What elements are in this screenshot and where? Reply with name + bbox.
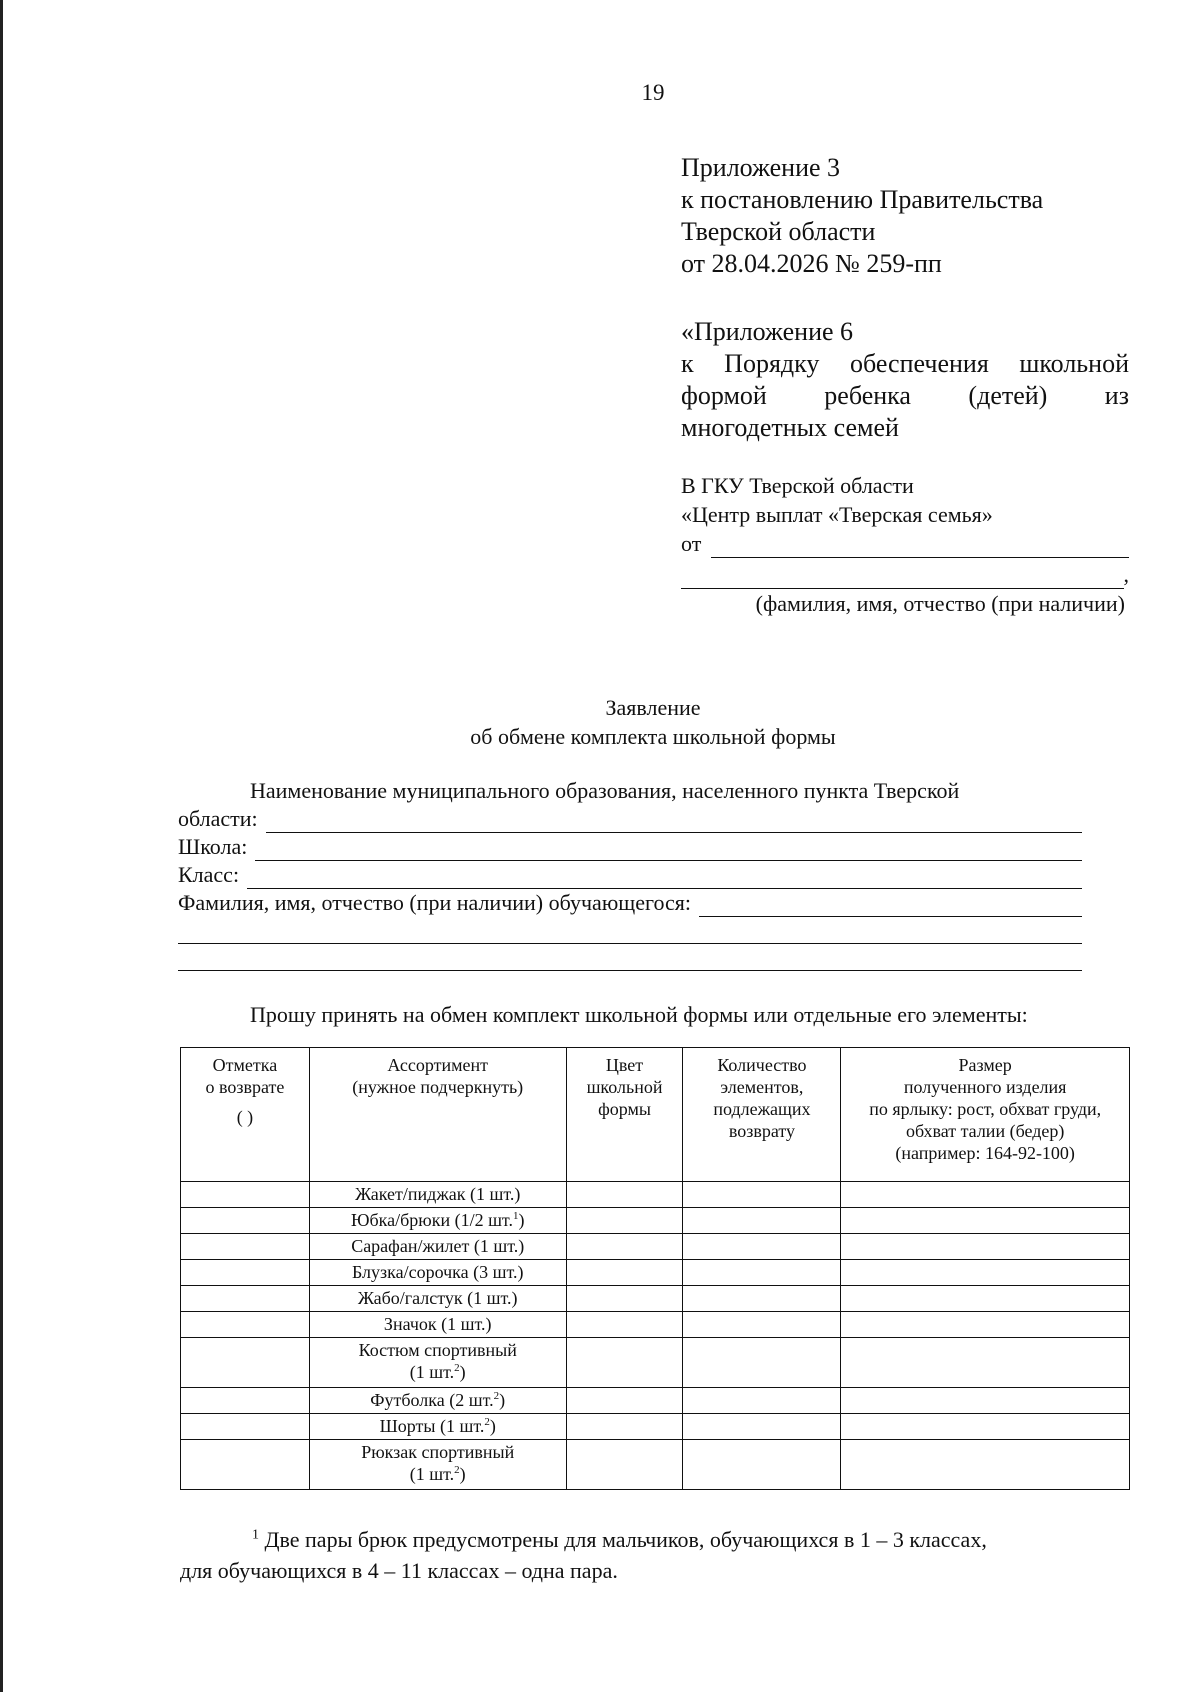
assortment-label: Значок (1 шт.) xyxy=(383,1314,492,1334)
mark-cell[interactable] xyxy=(181,1182,310,1208)
appendix-header-line: к постановлению Правительства xyxy=(681,185,1044,214)
assortment-label: Футболка (2 шт. xyxy=(370,1390,494,1410)
header-text: ( ) xyxy=(236,1107,254,1127)
mark-cell[interactable] xyxy=(181,1312,310,1338)
quantity-cell[interactable] xyxy=(683,1388,841,1414)
assortment-text xyxy=(314,1287,562,1309)
footnote-line xyxy=(180,1524,1130,1555)
table-row xyxy=(181,1208,1130,1234)
size-cell[interactable] xyxy=(841,1182,1130,1208)
header-text: полученного изделия xyxy=(903,1077,1067,1097)
color-cell[interactable] xyxy=(566,1182,683,1208)
footnote-marker: 1 xyxy=(252,1527,259,1543)
column-header-quantity xyxy=(683,1048,841,1182)
table-body xyxy=(181,1182,1130,1490)
assortment-cell xyxy=(309,1234,566,1260)
mark-cell[interactable] xyxy=(181,1234,310,1260)
header-text: подлежащих xyxy=(713,1099,811,1119)
appendix-header-line: от 28.04.2026 № 259-пп xyxy=(681,249,942,278)
header-text: по ярлыку: рост, обхват груди, xyxy=(869,1099,1102,1119)
class-field[interactable] xyxy=(178,861,1082,889)
color-cell[interactable] xyxy=(566,1260,683,1286)
quantity-cell[interactable] xyxy=(683,1312,841,1338)
assortment-text xyxy=(314,1235,562,1257)
region-field[interactable] xyxy=(178,805,1082,833)
student-name-field[interactable] xyxy=(178,889,1082,917)
size-cell[interactable] xyxy=(841,1260,1130,1286)
header-text: (например: 164-92-100) xyxy=(895,1143,1075,1163)
table-row xyxy=(181,1182,1130,1208)
class-label: Класс: xyxy=(178,862,240,887)
header-text: школьной xyxy=(586,1077,663,1097)
header-text: обхват талии (бедер) xyxy=(905,1121,1065,1141)
class-blank-line[interactable] xyxy=(247,868,1082,889)
appendix-ref-line: многодетных семей xyxy=(681,413,899,442)
column-header-mark xyxy=(181,1048,310,1182)
region-label: области: xyxy=(178,806,258,831)
assortment-text: Костюм спортивный xyxy=(358,1340,517,1360)
assortment-cell xyxy=(309,1260,566,1286)
footnote xyxy=(180,1524,1130,1586)
assortment-text xyxy=(314,1183,562,1205)
column-header-color xyxy=(566,1048,683,1182)
color-cell[interactable] xyxy=(566,1234,683,1260)
from-blank-line-2[interactable] xyxy=(681,566,1124,589)
size-cell[interactable] xyxy=(841,1234,1130,1260)
header-text: возврату xyxy=(728,1121,795,1141)
header-text: о возврате xyxy=(205,1077,285,1097)
assortment-cell xyxy=(309,1182,566,1208)
assortment-label: Юбка/брюки (1/2 шт. xyxy=(350,1210,513,1230)
mark-cell[interactable] xyxy=(181,1440,310,1490)
document-title xyxy=(0,693,1200,751)
assortment-cell xyxy=(309,1312,566,1338)
addressee-line: В ГКУ Тверской области xyxy=(681,473,914,498)
footnote-line: для обучающихся в 4 – 11 классах – одна пара. xyxy=(180,1558,618,1583)
quantity-cell[interactable] xyxy=(683,1208,841,1234)
table-row xyxy=(181,1338,1130,1388)
color-cell[interactable] xyxy=(566,1208,683,1234)
table-row xyxy=(181,1260,1130,1286)
assortment-cell xyxy=(309,1208,566,1234)
addressee-block xyxy=(681,471,1129,618)
quantity-cell[interactable] xyxy=(683,1338,841,1388)
size-cell[interactable] xyxy=(841,1440,1130,1490)
assortment-closing: ) xyxy=(459,1464,466,1484)
table-row xyxy=(181,1414,1130,1440)
assortment-label: Блузка/сорочка (3 шт.) xyxy=(351,1262,524,1282)
assortment-text: Рюкзак спортивный xyxy=(361,1442,515,1462)
assortment-label: Жакет/пиджак (1 шт.) xyxy=(355,1184,521,1204)
assortment-cell xyxy=(309,1338,566,1388)
footnote-reference: 2 xyxy=(454,1464,460,1476)
assortment-cell xyxy=(309,1414,566,1440)
appendix-header xyxy=(681,152,1129,280)
appendix-ref-line: формой ребенка (детей) из xyxy=(681,381,1129,410)
footnote-reference: 1 xyxy=(512,1210,519,1222)
assortment-label: Сарафан/жилет (1 шт.) xyxy=(351,1236,525,1256)
footnote-reference: 2 xyxy=(484,1416,490,1428)
color-cell[interactable] xyxy=(566,1440,683,1490)
assortment-label: Шорты (1 шт. xyxy=(379,1416,485,1436)
mark-cell[interactable] xyxy=(181,1260,310,1286)
return-items-table xyxy=(180,1047,1130,1490)
mark-cell[interactable] xyxy=(181,1338,310,1388)
assortment-text xyxy=(314,1463,562,1485)
header-text: формы xyxy=(598,1099,651,1119)
from-label: от xyxy=(681,531,702,556)
color-cell[interactable] xyxy=(566,1312,683,1338)
quantity-cell[interactable] xyxy=(683,1182,841,1208)
student-name-blank-line-2[interactable] xyxy=(178,917,1082,944)
assortment-text xyxy=(314,1209,562,1231)
table-row xyxy=(181,1388,1130,1414)
mark-cell[interactable] xyxy=(181,1388,310,1414)
color-cell[interactable] xyxy=(566,1388,683,1414)
assortment-text xyxy=(314,1261,562,1283)
header-text: Размер xyxy=(958,1055,1012,1075)
trailing-comma: , xyxy=(1123,562,1129,587)
assortment-text xyxy=(314,1313,562,1335)
size-cell[interactable] xyxy=(841,1286,1130,1312)
table-header-row xyxy=(181,1048,1130,1182)
from-field-continuation[interactable] xyxy=(681,558,1129,589)
header-text: Отметка xyxy=(212,1055,278,1075)
appendix-ref-line: к Порядку обеспечения школьной xyxy=(681,349,1129,378)
assortment-label: (1 шт. xyxy=(409,1464,455,1484)
header-text: элементов, xyxy=(720,1077,804,1097)
header-text: Цвет xyxy=(605,1055,644,1075)
name-caption: (фамилия, имя, отчество (при наличии) xyxy=(755,591,1125,616)
assortment-closing: ) xyxy=(499,1390,506,1410)
request-text: Прошу принять на обмен комплект школьной формы или отдельные его элементы: xyxy=(250,1002,1028,1027)
mark-cell[interactable] xyxy=(181,1414,310,1440)
assortment-label: (1 шт. xyxy=(409,1362,455,1382)
size-cell[interactable] xyxy=(841,1312,1130,1338)
table-row xyxy=(181,1440,1130,1490)
header-text: (нужное подчеркнуть) xyxy=(352,1077,524,1097)
column-header-assortment xyxy=(309,1048,566,1182)
size-cell[interactable] xyxy=(841,1338,1130,1388)
addressee-line: «Центр выплат «Тверская семья» xyxy=(681,502,993,527)
quantity-cell[interactable] xyxy=(683,1234,841,1260)
appendix-header-line: Приложение 3 xyxy=(681,153,841,182)
assortment-closing: ) xyxy=(518,1210,525,1230)
assortment-cell xyxy=(309,1388,566,1414)
assortment-cell xyxy=(309,1286,566,1312)
color-cell[interactable] xyxy=(566,1286,683,1312)
size-cell[interactable] xyxy=(841,1208,1130,1234)
form-fields xyxy=(178,776,1082,971)
appendix-reference xyxy=(681,316,1129,444)
table-row xyxy=(181,1286,1130,1312)
color-cell[interactable] xyxy=(566,1338,683,1388)
footnote-reference: 2 xyxy=(493,1390,500,1402)
page-left-border xyxy=(0,0,3,1692)
student-name-blank-line[interactable] xyxy=(699,896,1082,917)
assortment-closing: ) xyxy=(489,1416,496,1436)
table-row xyxy=(181,1312,1130,1338)
assortment-closing: ) xyxy=(459,1362,466,1382)
quantity-cell[interactable] xyxy=(683,1286,841,1312)
footnote-text: Две пары брюк предусмотрены для мальчиков, обучающихся в 1 – 3 классах, xyxy=(264,1527,987,1552)
mark-cell[interactable] xyxy=(181,1208,310,1234)
appendix-header-line: Тверской области xyxy=(681,217,876,246)
size-cell[interactable] xyxy=(841,1414,1130,1440)
appendix-ref-line: «Приложение 6 xyxy=(681,317,854,346)
page-number: 19 xyxy=(641,80,665,105)
school-field[interactable] xyxy=(178,833,1082,861)
school-blank-line[interactable] xyxy=(255,840,1082,861)
table-row xyxy=(181,1234,1130,1260)
quantity-cell[interactable] xyxy=(683,1440,841,1490)
quantity-cell[interactable] xyxy=(683,1260,841,1286)
title-line: об обмене комплекта школьной формы xyxy=(470,724,836,749)
header-text: Количество xyxy=(717,1055,807,1075)
assortment-text xyxy=(314,1389,562,1411)
column-header-size xyxy=(841,1048,1130,1182)
footnote-reference: 2 xyxy=(454,1362,460,1374)
size-cell[interactable] xyxy=(841,1388,1130,1414)
color-cell[interactable] xyxy=(566,1414,683,1440)
assortment-text xyxy=(314,1415,562,1437)
from-blank-line[interactable] xyxy=(711,537,1129,558)
assortment-cell xyxy=(309,1440,566,1490)
header-text: Ассортимент xyxy=(387,1055,489,1075)
school-label: Школа: xyxy=(178,834,248,859)
assortment-label: Жабо/галстук (1 шт.) xyxy=(357,1288,518,1308)
municipality-intro: Наименование муниципального образования, населенного пункта Тверской xyxy=(250,778,960,803)
region-blank-line[interactable] xyxy=(266,812,1082,833)
assortment-text xyxy=(314,1361,562,1383)
from-field[interactable] xyxy=(681,529,1129,558)
student-name-blank-line-3[interactable] xyxy=(178,944,1082,971)
student-name-label: Фамилия, имя, отчество (при наличии) обучающегося: xyxy=(178,890,691,915)
quantity-cell[interactable] xyxy=(683,1414,841,1440)
mark-cell[interactable] xyxy=(181,1286,310,1312)
title-line: Заявление xyxy=(605,695,701,720)
